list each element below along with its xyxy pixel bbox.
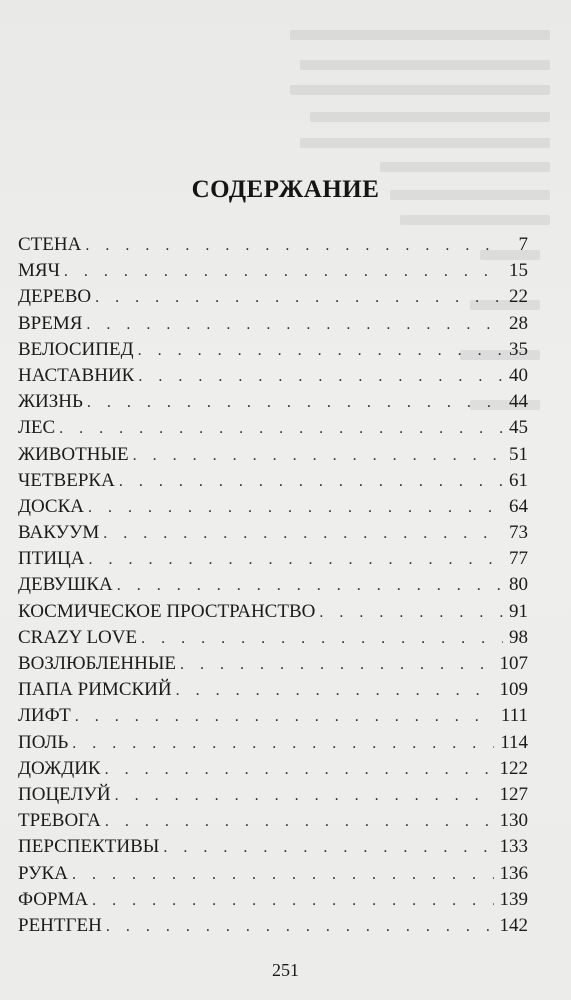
toc-entry-title: ВЕЛОСИПЕД [18, 338, 134, 360]
toc-entry-page: 107 [499, 653, 528, 674]
toc-entry-page: 114 [500, 731, 528, 753]
dot-leader [85, 233, 504, 259]
toc-entry-title: ДОЖДИК [18, 757, 101, 779]
toc-entry-page: 77 [509, 548, 528, 570]
toc-entry-page: 51 [509, 443, 528, 465]
dot-leader [319, 600, 503, 626]
dot-leader [141, 626, 503, 652]
toc-entry [18, 311, 528, 337]
toc-entry [18, 494, 528, 520]
toc-entry-page: 7 [518, 234, 528, 255]
toc-entry-title: ДЕРЕВО [18, 286, 92, 308]
toc-entry-title: ЛИФТ [18, 705, 71, 727]
toc-entry [18, 703, 528, 729]
dot-leader [87, 390, 503, 416]
toc-entry [18, 468, 528, 494]
dot-leader [138, 364, 503, 390]
toc-entry-title: ВАКУУМ [18, 522, 100, 544]
toc-entry-title: ТРЕВОГА [18, 810, 101, 832]
toc-entry-title: ДОСКА [18, 495, 84, 517]
toc-entry-page: 139 [499, 888, 528, 910]
toc-entry-title: СТЕНА [18, 234, 82, 255]
dot-leader [105, 809, 494, 835]
toc-entry [18, 913, 528, 939]
toc-entry-page: 73 [509, 522, 528, 544]
dot-leader [117, 573, 503, 599]
toc-entry-title: МЯЧ [18, 260, 60, 282]
toc-entry-page: 127 [499, 783, 528, 805]
dot-leader [89, 547, 504, 573]
toc-entry [18, 834, 528, 860]
toc-entry [18, 232, 528, 258]
dot-leader [103, 521, 503, 547]
toc-entry-page: 64 [509, 495, 528, 517]
toc-entry [18, 363, 528, 389]
toc-entry-title: ПОЦЕЛУЙ [18, 783, 111, 805]
toc-entry-page: 45 [509, 417, 528, 439]
toc-entry-page: 15 [509, 260, 528, 282]
dot-leader [176, 678, 494, 704]
toc-entry-title: КОСМИЧЕСКОЕ ПРОСТРАНСТВО [18, 600, 316, 622]
dot-leader [88, 495, 503, 521]
toc-entry-title: НАСТАВНИК [18, 364, 135, 386]
toc-entry [18, 782, 528, 808]
dot-leader [72, 731, 494, 757]
toc-entry [18, 730, 528, 756]
toc-entry-title: ЧЕТВЕРКА [18, 469, 115, 491]
dot-leader [75, 704, 495, 730]
toc-entry [18, 861, 528, 887]
page-number: 251 [272, 960, 299, 980]
dot-leader [180, 652, 493, 678]
toc-entry-title: ЖИЗНЬ [18, 391, 83, 413]
dot-leader [72, 862, 494, 888]
toc-entry-page: 142 [499, 914, 528, 936]
toc-entry-page: 35 [509, 338, 528, 360]
toc-entry-page: 109 [499, 679, 528, 701]
toc-entry [18, 284, 528, 310]
toc-entry-title: ПТИЦА [18, 548, 85, 570]
toc-entry [18, 415, 528, 441]
toc-entry-title: ПАПА РИМСКИЙ [18, 679, 172, 701]
dot-leader [119, 469, 503, 495]
toc-entry-page: 80 [509, 574, 528, 596]
toc-entry-page: 111 [500, 705, 528, 727]
toc-entry-title: РЕНТГЕН [18, 914, 102, 936]
toc-entry-title: РУКА [18, 862, 68, 884]
toc-entry [18, 677, 528, 703]
toc-entry-title: ЛЕС [18, 417, 56, 439]
toc-entry-title: ПОЛЬ [18, 731, 69, 753]
dot-leader [59, 416, 503, 442]
dot-leader [92, 888, 493, 914]
dot-leader [133, 443, 503, 469]
dot-leader [64, 259, 503, 285]
toc-entry-title: CRAZY LOVE [18, 626, 138, 648]
toc-entry-page: 133 [499, 836, 528, 858]
toc-entry-page: 61 [509, 469, 528, 491]
toc-entry [18, 389, 528, 415]
dot-leader [163, 835, 493, 861]
dot-leader [138, 338, 503, 364]
toc-entry-title: ВОЗЛЮБЛЕННЫЕ [18, 653, 177, 674]
toc-entry [18, 625, 528, 651]
toc-entry [18, 651, 528, 677]
table-of-contents [18, 232, 528, 939]
toc-entry [18, 808, 528, 834]
toc-entry [18, 599, 528, 625]
toc-entry [18, 546, 528, 572]
toc-entry-title: ПЕРСПЕКТИВЫ [18, 836, 160, 858]
toc-entry-page: 122 [499, 757, 528, 779]
dot-leader [95, 285, 503, 311]
toc-entry [18, 572, 528, 598]
toc-entry-title: ВРЕМЯ [18, 312, 83, 334]
toc-entry-page: 44 [509, 391, 528, 413]
contents-heading: СОДЕРЖАНИЕ [191, 176, 380, 203]
toc-entry-page: 40 [509, 364, 528, 386]
dot-leader [115, 783, 494, 809]
toc-entry [18, 337, 528, 363]
dot-leader [86, 312, 503, 338]
toc-entry-page: 22 [509, 286, 528, 308]
toc-entry [18, 442, 528, 468]
toc-entry [18, 887, 528, 913]
toc-entry-page: 91 [509, 600, 528, 622]
toc-entry-page: 136 [499, 862, 528, 884]
toc-entry-title: ДЕВУШКА [18, 574, 113, 596]
toc-entry-title: ЖИВОТНЫЕ [18, 443, 129, 465]
toc-entry [18, 258, 528, 284]
toc-entry-page: 130 [499, 810, 528, 832]
dot-leader [106, 914, 494, 940]
dot-leader [105, 757, 494, 783]
toc-entry [18, 756, 528, 782]
toc-entry-page: 98 [509, 626, 528, 648]
toc-entry-page: 28 [509, 312, 528, 334]
toc-entry [18, 520, 528, 546]
toc-entry-title: ФОРМА [18, 888, 89, 910]
